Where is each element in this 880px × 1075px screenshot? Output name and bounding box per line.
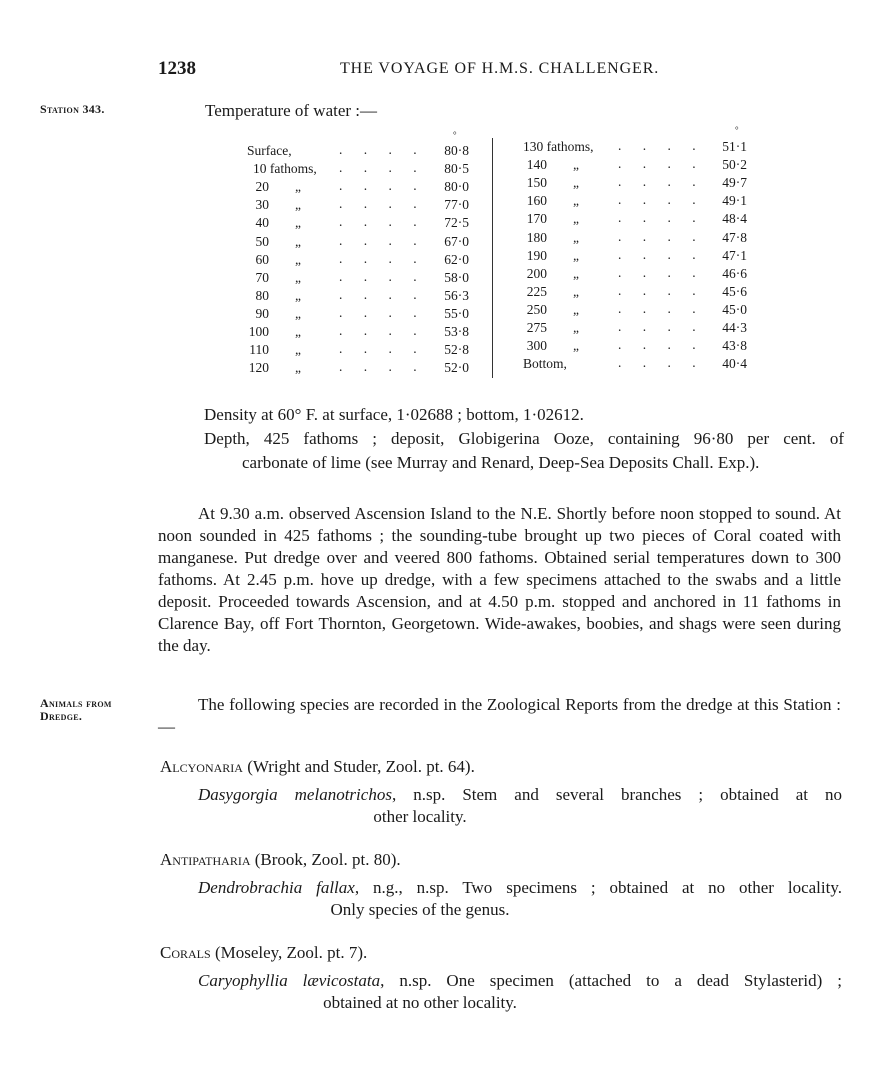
temperature-value: 44·3 — [722, 320, 747, 335]
ditto-mark: „ — [573, 320, 579, 335]
leader-dots: . . . . — [618, 156, 696, 172]
depth-label: 180 — [526, 229, 547, 245]
narrative-paragraph: At 9.30 a.m. observed Ascension Island to the N.E. Shortly before noon stopped to sound. At noon sounded in 425 fathoms ; the sounding-tube brought up two pieces of Coral coated with manganese. Put dredge over and veered 800 fathoms. Obtained serial temperatures down to 300 fathoms. At 2.45 p.m. hove up dredge, with a few specimens attached to the swabs and a little deposit. Proceeded towards Ascension, and at 4.50 p.m. stopped and anchored in 11 fathoms in Clarence Bay, off Fort Thornton, Georgetown. Wide-awakes, boobies, and shags were seen during the day. — [158, 504, 841, 655]
depth-label: 20 — [255, 179, 269, 195]
species-entry — [198, 877, 842, 899]
depth-label: 275 — [526, 320, 547, 335]
leader-dots: . . . . — [618, 246, 696, 262]
depth-label: 150 — [526, 175, 547, 191]
temperature-value: 80·0 — [444, 179, 469, 195]
leader-dots: . . . . — [618, 355, 696, 371]
leader-dots: . . . . — [618, 138, 696, 153]
temperature-value: 52·0 — [444, 360, 469, 376]
temperature-row — [247, 142, 477, 160]
temperature-row — [523, 247, 753, 265]
degree-mark-left: ° — [453, 130, 457, 140]
species-description-continued: Only species of the genus. — [330, 900, 510, 919]
species-description-continued: other locality. — [373, 807, 467, 826]
temperature-row — [247, 341, 477, 359]
temperature-row — [523, 192, 753, 210]
leader-dots: . . . . — [339, 214, 417, 230]
depth-label: 120 — [248, 360, 269, 376]
temperature-value: 58·0 — [444, 269, 469, 285]
temperature-row — [247, 196, 477, 214]
depth-label: 50 — [255, 233, 269, 249]
temperature-row — [247, 305, 477, 323]
ditto-mark: „ — [573, 229, 579, 245]
ditto-mark: „ — [295, 287, 301, 303]
group-name: Corals — [160, 943, 211, 962]
depth-label: 30 — [255, 197, 269, 213]
depth-label: 60 — [255, 251, 269, 267]
ditto-mark: „ — [573, 338, 579, 354]
ditto-mark: „ — [573, 247, 579, 263]
temperature-value: 46·6 — [722, 265, 747, 281]
depth-label: Surface, — [247, 143, 292, 158]
temperature-value: 80·8 — [444, 143, 469, 158]
depth-label: 100 — [248, 324, 269, 339]
species-group-heading — [160, 757, 475, 777]
leader-dots: . . . . — [339, 268, 417, 284]
species-entry — [198, 970, 842, 992]
ditto-mark: „ — [295, 305, 301, 321]
temperature-row — [523, 319, 753, 337]
temperature-value: 49·1 — [722, 193, 747, 209]
ditto-mark: „ — [573, 193, 579, 209]
ditto-mark: „ — [573, 175, 579, 191]
species-group-heading — [160, 943, 367, 963]
depth-label: 70 — [255, 269, 269, 285]
depth-line-1: Depth, 425 fathoms ; deposit, Globigerina Ooze, containing 96·80 per cent. of — [204, 429, 844, 448]
temperature-value: 47·1 — [722, 247, 747, 263]
temperature-row — [523, 229, 753, 247]
depth-label: 80 — [255, 287, 269, 303]
group-name: Antipatharia — [160, 850, 251, 869]
density-line: Density at 60° F. at surface, 1·02688 ; bottom, 1·02612. — [204, 405, 584, 424]
temperature-value: 72·5 — [444, 215, 469, 231]
leader-dots: . . . . — [339, 196, 417, 212]
temperature-value: 51·1 — [722, 139, 747, 154]
animals-label-line-2: Dredge. — [40, 709, 83, 723]
leader-dots: . . . . — [618, 264, 696, 280]
leader-dots: . . . . — [339, 304, 417, 320]
animals-margin-note — [40, 697, 112, 723]
depth-label: 90 — [255, 305, 269, 321]
species-description: , n.g., n.sp. Two specimens ; obtained at no other locality. — [354, 878, 843, 897]
temperature-value: 45·6 — [722, 283, 747, 299]
leader-dots: . . . . — [339, 142, 417, 157]
leader-dots: . . . . — [618, 228, 696, 244]
temperature-row — [247, 233, 477, 251]
depth-label: 225 — [526, 283, 547, 299]
ditto-mark: „ — [573, 157, 579, 173]
depth-label: 140 — [526, 157, 547, 173]
temperature-row — [247, 160, 477, 178]
animals-label-line-1: Animals from — [40, 696, 112, 710]
species-description-continued: obtained at no other locality. — [323, 993, 517, 1012]
temperature-value: 49·7 — [722, 175, 747, 191]
temperature-heading: Temperature of water :— — [205, 101, 378, 120]
temperature-value: 47·8 — [722, 229, 747, 245]
temperature-value: 48·4 — [722, 211, 747, 227]
temperature-value: 53·8 — [444, 324, 469, 339]
ditto-mark: „ — [573, 283, 579, 299]
species-name: Dendrobrachia fallax — [198, 878, 355, 897]
temperature-value: 43·8 — [722, 338, 747, 354]
ditto-mark: „ — [295, 269, 301, 285]
leader-dots: . . . . — [618, 192, 696, 208]
temperature-value: 56·3 — [444, 287, 469, 303]
temperature-table — [0, 0, 880, 400]
ditto-mark: „ — [295, 179, 301, 195]
temperature-value: 62·0 — [444, 251, 469, 267]
leader-dots: . . . . — [339, 178, 417, 194]
temperature-row — [247, 251, 477, 269]
ditto-mark: „ — [295, 197, 301, 213]
page-number: 1238 — [158, 58, 196, 79]
temperature-row — [523, 210, 753, 228]
leader-dots: . . . . — [618, 282, 696, 298]
temperature-row — [523, 138, 753, 156]
temperature-row — [247, 287, 477, 305]
ditto-mark: „ — [295, 342, 301, 358]
leader-dots: . . . . — [339, 232, 417, 248]
ditto-mark: „ — [295, 233, 301, 249]
temperature-row — [247, 178, 477, 196]
ditto-mark: „ — [573, 211, 579, 227]
temperature-row — [523, 156, 753, 174]
temperature-row — [247, 323, 477, 341]
species-group-heading — [160, 850, 401, 870]
temperature-row — [523, 301, 753, 319]
temperature-row — [523, 265, 753, 283]
ditto-mark: „ — [295, 215, 301, 231]
running-title: THE VOYAGE OF H.M.S. CHALLENGER. — [340, 60, 660, 77]
depth-label: 160 — [526, 193, 547, 209]
depth-label: 10 fathoms, — [253, 161, 317, 177]
degree-mark-right: ° — [735, 125, 739, 135]
station-label: Station 343. — [40, 102, 105, 116]
group-reference: (Brook, Zool. pt. 80). — [250, 850, 401, 869]
leader-dots: . . . . — [339, 323, 417, 338]
temperature-value: 50·2 — [722, 157, 747, 173]
depth-label: 300 — [526, 338, 547, 354]
group-name: Alcyonaria — [160, 757, 243, 776]
ditto-mark: „ — [573, 265, 579, 281]
column-divider — [492, 138, 493, 378]
leader-dots: . . . . — [618, 319, 696, 334]
depth-label: Bottom, — [523, 356, 567, 372]
leader-dots: . . . . — [339, 359, 417, 375]
leader-dots: . . . . — [618, 337, 696, 353]
temperature-value: 67·0 — [444, 233, 469, 249]
leader-dots: . . . . — [339, 286, 417, 302]
temperature-row — [247, 214, 477, 232]
ditto-mark: „ — [573, 301, 579, 317]
ditto-mark: „ — [295, 251, 301, 267]
animals-intro: The following species are recorded in the Zoological Reports from the dredge at this Station :— — [158, 695, 841, 736]
depth-label: 190 — [526, 247, 547, 263]
temperature-value: 45·0 — [722, 301, 747, 317]
temperature-row — [523, 337, 753, 355]
temperature-row — [523, 355, 753, 373]
depth-label: 250 — [526, 301, 547, 317]
leader-dots: . . . . — [618, 300, 696, 316]
temperature-value: 77·0 — [444, 197, 469, 213]
temperature-row — [523, 283, 753, 301]
species-description: , n.sp. Stem and several branches ; obtained at no — [391, 785, 842, 804]
depth-label: 170 — [526, 211, 547, 227]
depth-label: 200 — [526, 265, 547, 281]
temperature-value: 40·4 — [722, 356, 747, 372]
temperature-value: 52·8 — [444, 342, 469, 358]
ditto-mark: „ — [295, 324, 301, 339]
depth-label: 130 fathoms, — [523, 139, 594, 154]
leader-dots: . . . . — [339, 160, 417, 176]
temperature-row — [247, 359, 477, 377]
depth-label: 110 — [249, 342, 269, 358]
leader-dots: . . . . — [339, 250, 417, 266]
leader-dots: . . . . — [618, 174, 696, 190]
ditto-mark: „ — [295, 360, 301, 376]
species-entry — [198, 784, 842, 806]
temperature-value: 80·5 — [444, 161, 469, 177]
temperature-value: 55·0 — [444, 305, 469, 321]
species-name: Caryophyllia lævicostata — [198, 971, 381, 990]
depth-label: 40 — [255, 215, 269, 231]
species-description: , n.sp. One specimen (attached to a dead Stylasterid) ; — [380, 971, 842, 990]
depth-line-2: carbonate of lime (see Murray and Renard, Deep-Sea Deposits Chall. Exp.). — [242, 453, 760, 472]
leader-dots: . . . . — [339, 341, 417, 357]
temperature-row — [523, 174, 753, 192]
group-reference: (Wright and Studer, Zool. pt. 64). — [242, 757, 475, 776]
group-reference: (Moseley, Zool. pt. 7). — [210, 943, 368, 962]
temperature-row — [247, 269, 477, 287]
species-name: Dasygorgia melanotrichos — [198, 785, 392, 804]
leader-dots: . . . . — [618, 210, 696, 226]
